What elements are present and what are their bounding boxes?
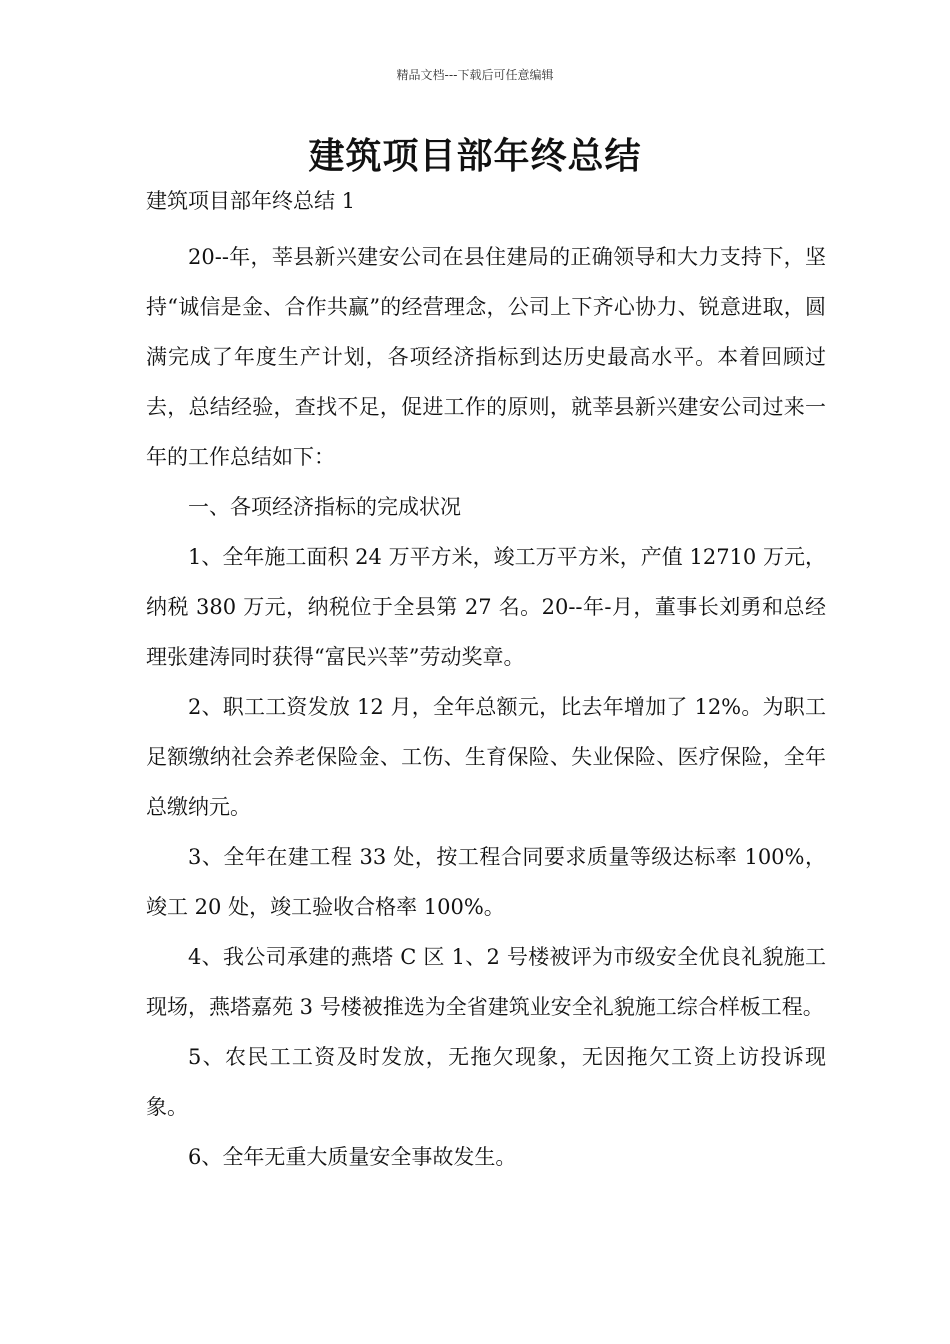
paragraph-item-3: 3、全年在建工程 33 处，按工程合同要求质量等级达标率 100%，竣工 20 处，竣工验收合格率 100%。 [146, 845, 826, 919]
paragraph-item-5: 5、农民工工资及时发放，无拖欠现象，无因拖欠工资上访投诉现象。 [146, 1045, 826, 1119]
paragraph-item-1: 1、全年施工面积 24 万平方米，竣工万平方米，产值 12710 万元，纳税 380 万元，纳税位于全县第 27 名。20--年-月，董事长刘勇和总经理张建涛同时获得“富民兴莘”劳动奖章。 [146, 545, 826, 669]
document-body [146, 232, 826, 1182]
paragraph-intro: 20--年，莘县新兴建安公司在县住建局的正确领导和大力支持下，坚持“诚信是金、合作共赢”的经营理念，公司上下齐心协力、锐意进取，圆满完成了年度生产计划，各项经济指标到达历史最高水平。本着回顾过去，总结经验，查找不足，促进工作的原则，就莘县新兴建安公司过来一年的工作总结如下： [146, 245, 826, 469]
paragraph-item-2: 2、职工工资发放 12 月，全年总额元，比去年增加了 12%。为职工足额缴纳社会养老保险金、工伤、生育保险、失业保险、医疗保险，全年总缴纳元。 [146, 695, 826, 819]
section-heading: 一、各项经济指标的完成状况 [188, 495, 461, 519]
document-subtitle: 建筑项目部年终总结 1 [146, 189, 356, 213]
paragraph-item-4: 4、我公司承建的燕塔 C 区 1、2 号楼被评为市级安全优良礼貌施工现场，燕塔嘉苑 3 号楼被推选为全省建筑业安全礼貌施工综合样板工程。 [146, 945, 826, 1019]
paragraph-item-6: 6、全年无重大质量安全事故发生。 [188, 1145, 517, 1169]
document-title: 建筑项目部年终总结 [308, 136, 642, 177]
header-note: 精品文档---下载后可任意编辑 [396, 68, 554, 82]
